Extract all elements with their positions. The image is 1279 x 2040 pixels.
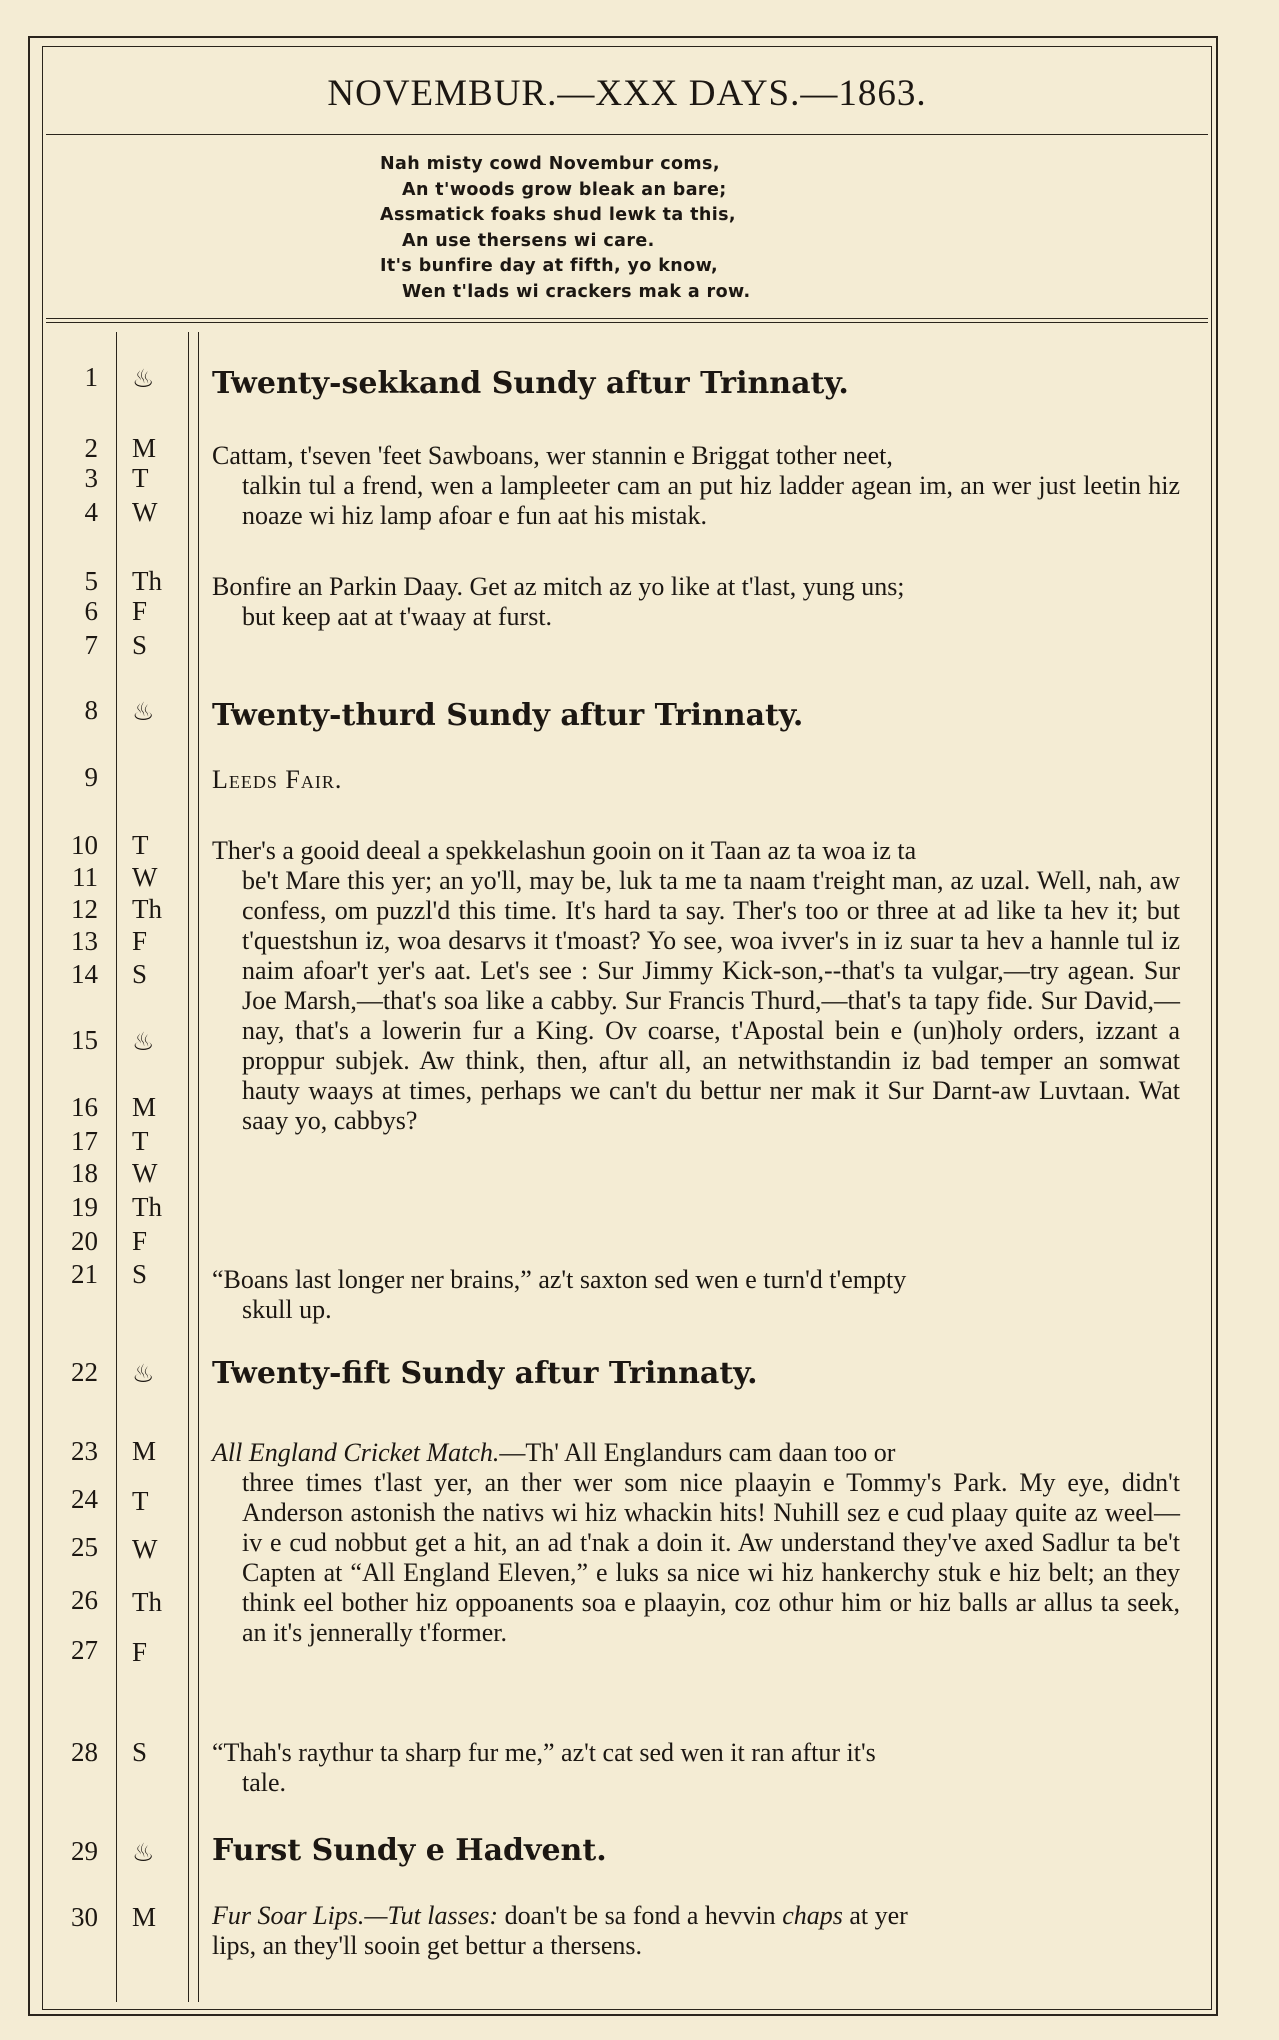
weekday: M xyxy=(132,1436,157,1466)
weekday: T xyxy=(132,1486,149,1516)
weekday: S xyxy=(132,1259,148,1289)
day-number: 28 xyxy=(71,1737,98,1767)
day-number: 21 xyxy=(71,1259,98,1289)
sunday-heading: Twenty-sekkand Sundy aftur Trinnaty. xyxy=(212,366,849,401)
weekday: W xyxy=(132,1158,158,1188)
page-title: NOVEMBUR.—XXX DAYS.—1863. xyxy=(327,73,927,114)
weekday: W xyxy=(132,862,158,892)
verse-rule xyxy=(46,318,1208,323)
day-number: 22 xyxy=(71,1357,98,1387)
day-number: 29 xyxy=(71,1836,98,1866)
weekday: S xyxy=(132,959,148,989)
weekday: S xyxy=(132,1737,148,1767)
day-number: 23 xyxy=(71,1436,98,1466)
day-number: 5 xyxy=(84,566,98,596)
day-number: 24 xyxy=(71,1484,98,1514)
weekday: M xyxy=(132,433,157,463)
day-number: 15 xyxy=(71,1025,98,1055)
sunday-icon: ♨ xyxy=(132,364,155,393)
entry-30: Fur Soar Lips.—Tut lasses: doan't be sa fond a hevvin chaps at yer lips, an they'll sooin get bettur a thersens. xyxy=(212,1901,908,1960)
sunday-icon: ♨ xyxy=(132,1359,155,1388)
sunday-icon: ♨ xyxy=(132,697,155,726)
day-number: 9 xyxy=(84,762,98,792)
verse-line: Wen t'lads wi crackers mak a row. xyxy=(402,281,751,302)
weekday: Th xyxy=(132,566,162,596)
day-number: 19 xyxy=(71,1192,98,1222)
day-number: 10 xyxy=(71,830,98,860)
weekday: F xyxy=(132,926,148,956)
day-number: 16 xyxy=(71,1092,98,1122)
weekday: W xyxy=(132,1534,158,1564)
title-rule xyxy=(46,134,1208,135)
verse xyxy=(380,152,900,305)
weekday: T xyxy=(132,463,149,493)
day-number: 1 xyxy=(84,362,98,392)
day-number: 7 xyxy=(84,630,98,660)
weekday: M xyxy=(132,1902,157,1932)
sunday-heading: Twenty-thurd Sundy aftur Trinnaty. xyxy=(212,698,804,733)
weekday: T xyxy=(132,830,149,860)
weekday: T xyxy=(132,1126,149,1156)
day-number: 8 xyxy=(84,695,98,725)
day-number: 4 xyxy=(84,497,98,527)
entry-9: Leeds Fair. xyxy=(212,765,343,794)
weekday: W xyxy=(132,497,158,527)
entry-2-4: Cattam, t'seven 'feet Sawboans, wer stannin e Briggat tother neet, talkin tul a frend, wen a lampleeter cam an put hiz ladder agean im, an wer just leetin hiz noaze wi hiz lamp afoar e fun aat his mistak. xyxy=(212,441,1180,530)
sunday-heading: Twenty-fift Sundy aftur Trinnaty. xyxy=(212,1356,758,1391)
weekday: S xyxy=(132,630,148,660)
weekday: M xyxy=(132,1092,157,1122)
weekday: F xyxy=(132,1637,148,1667)
day-number: 30 xyxy=(71,1902,98,1932)
day-number: 27 xyxy=(71,1635,98,1665)
column-divider xyxy=(198,332,199,2002)
day-number: 2 xyxy=(84,433,98,463)
column-divider xyxy=(116,332,117,2002)
entry-28: “Thah's raythur ta sharp fur me,” az't cat sed wen it ran aftur it's tale. xyxy=(212,1738,876,1797)
day-number: 3 xyxy=(84,463,98,493)
verse-line: An use thersens wi care. xyxy=(402,230,655,251)
weekday: Th xyxy=(132,1192,162,1222)
verse-line: It's bunfire day at fifth, yo know, xyxy=(380,256,719,276)
weekday: Th xyxy=(132,1587,162,1617)
day-number: 6 xyxy=(84,596,98,626)
weekday: F xyxy=(132,1226,148,1256)
sunday-icon: ♨ xyxy=(132,1838,155,1867)
sunday-heading: Furst Sundy e Hadvent. xyxy=(212,1833,607,1868)
day-number: 11 xyxy=(72,862,98,892)
day-number: 25 xyxy=(71,1532,98,1562)
verse-line: Assmatick foaks shud lewk ta this, xyxy=(380,205,736,225)
day-number: 14 xyxy=(71,959,98,989)
entry-10-20: Ther's a gooid deeal a spekkelashun gooin on it Taan az ta woa iz ta be't Mare this yer; an yo'll, may be, luk ta me ta naam t'reight man, az uzal. Well, nah, aw confess, om puzzl'd this time. It's hard ta say. Ther's too or three at ad like ta hev it; but t'questshun iz, woa desarvs it t'moast? Yo see, woa ivver's in iz suar ta hev a hannle tul iz naim afoar't yer's aat. Let's see : Sur Jimmy Kick-son,--that's ta vulgar,—try agean. Sur Joe Marsh,—that's soa like a cabby. Sur Francis Thurd,—that's ta tapy fide. Sur David,—nay, that's a lowerin fur a King. Ov coarse, t'Apostal bein e (un)holy orders, izzant a proppur subjek. Aw think, then, aftur all, an netwithstandin iz bad temper an somwat hauty waays at times, perhaps we can't du bettur ner mak it Sur Darnt-aw Luvtaan. Wat saay yo, cabbys? xyxy=(212,836,1180,1135)
entry-21: “Boans last longer ner brains,” az't saxton sed wen e turn'd t'empty skull up. xyxy=(212,1265,907,1324)
day-number: 18 xyxy=(71,1158,98,1188)
day-number: 26 xyxy=(71,1585,98,1615)
verse-line: An t'woods grow bleak an bare; xyxy=(402,179,727,200)
entry-5-7: Bonfire an Parkin Daay. Get az mitch az yo like at t'last, yung uns; but keep aat at t'waay at furst. xyxy=(212,572,905,631)
verse-line: Nah misty cowd Novembur coms, xyxy=(380,154,720,174)
weekday: F xyxy=(132,596,148,626)
weekday: Th xyxy=(132,894,162,924)
entry-23-27: All England Cricket Match.—Th' All Englandurs cam daan too or three times t'last yer, an ther wer som nice plaayin e Tommy's Park. My eye, didn't Anderson astonish the nativs wi hiz whackin hits! Nuhill sez e cud plaay quite az weel—iv e cud nobbut get a hit, an ad t'nak a doin it. Aw understand they've axed Sadlur ta be't Capten at “All England Eleven,” e luks sa nice wi hiz hankerchy stuk e hiz belt; an they think eel bother hiz oppoanents soa e plaayin, coz othur him or hiz balls ar allus ta seek, an it's jennerally t'former. xyxy=(212,1438,1180,1647)
day-number: 13 xyxy=(71,926,98,956)
sunday-icon: ♨ xyxy=(132,1027,155,1056)
day-number: 20 xyxy=(71,1226,98,1256)
day-number: 12 xyxy=(71,894,98,924)
day-number: 17 xyxy=(71,1126,98,1156)
